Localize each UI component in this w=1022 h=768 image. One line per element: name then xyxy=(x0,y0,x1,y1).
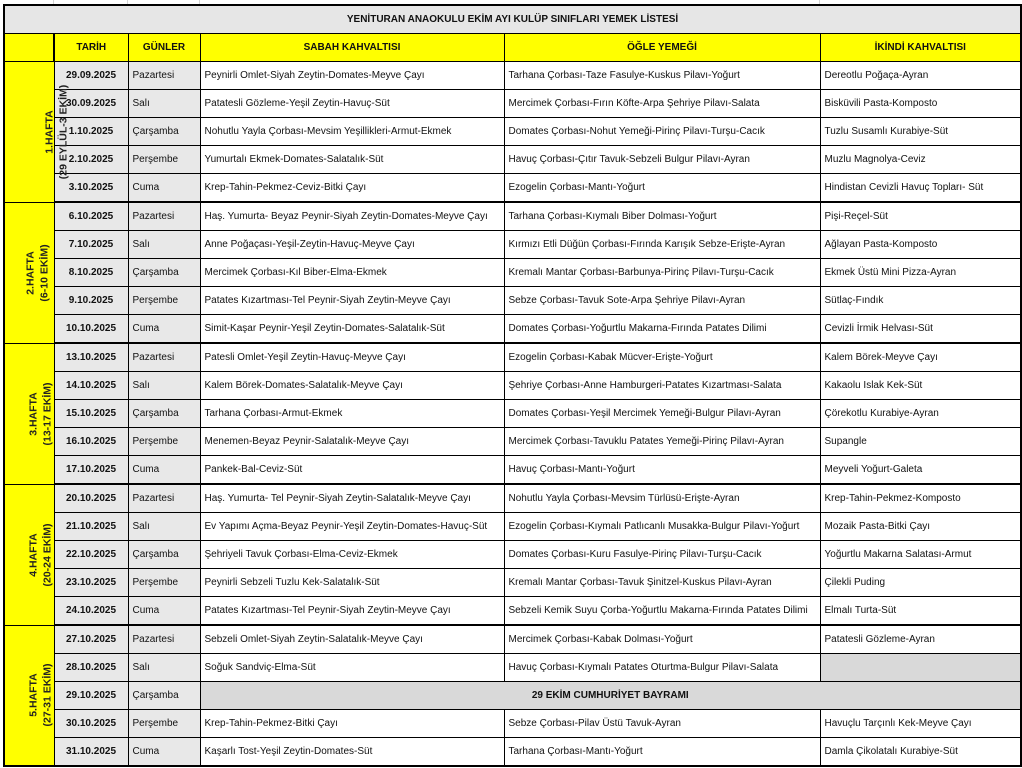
week-label xyxy=(24,244,52,301)
week-label-cell[interactable] xyxy=(4,62,70,203)
date-cell[interactable]: 3.10.2025 xyxy=(54,174,128,203)
lunch-cell[interactable]: Havuç Çorbası-Kıymalı Patates Oturtma-Bulgur Pilavı-Salata xyxy=(504,654,820,682)
breakfast-cell[interactable]: Patatesli Gözleme-Yeşil Zeytin-Havuç-Süt xyxy=(200,90,504,118)
breakfast-cell[interactable]: Peynirli Omlet-Siyah Zeytin-Domates-Meyve Çayı xyxy=(200,62,504,90)
afternoon-cell[interactable]: Ağlayan Pasta-Komposto xyxy=(820,231,1021,259)
breakfast-cell[interactable]: Patesli Omlet-Yeşil Zeytin-Havuç-Meyve Çayı xyxy=(200,343,504,372)
lunch-cell[interactable]: Nohutlu Yayla Çorbası-Mevsim Türlüsü-Erişte-Ayran xyxy=(504,484,820,513)
day-cell[interactable]: Perşembe xyxy=(128,146,200,174)
afternoon-cell[interactable]: Elmalı Turta-Süt xyxy=(820,597,1021,626)
breakfast-cell[interactable]: Pankek-Bal-Ceviz-Süt xyxy=(200,456,504,485)
menu-table xyxy=(3,4,1022,767)
lunch-cell[interactable]: Mercimek Çorbası-Fırın Köfte-Arpa Şehriye Pilavı-Salata xyxy=(504,90,820,118)
day-cell[interactable]: Salı xyxy=(128,90,200,118)
table-row xyxy=(4,428,1021,456)
lunch-cell[interactable]: Tarhana Çorbası-Mantı-Yoğurt xyxy=(504,738,820,767)
lunch-cell[interactable]: Ezogelin Çorbası-Kıymalı Patlıcanlı Musakka-Bulgur Pilavı-Yoğurt xyxy=(504,513,820,541)
table-row xyxy=(4,625,1021,654)
breakfast-cell[interactable]: Soğuk Sandviç-Elma-Süt xyxy=(200,654,504,682)
table-row xyxy=(4,738,1021,767)
header-lunch[interactable]: ÖĞLE YEMEĞİ xyxy=(504,34,820,62)
header-day[interactable]: GÜNLER xyxy=(128,34,200,62)
lunch-cell[interactable]: Mercimek Çorbası-Tavuklu Patates Yemeği-Pirinç Pilavı-Ayran xyxy=(504,428,820,456)
table-row xyxy=(4,90,1021,118)
table-title[interactable]: YENİTURAN ANAOKULU EKİM AYI KULÜP SINIFLARI YEMEK LİSTESİ xyxy=(4,5,1021,34)
date-cell[interactable]: 29.10.2025 xyxy=(54,682,128,710)
date-cell[interactable]: 9.10.2025 xyxy=(54,287,128,315)
breakfast-cell[interactable]: Patates Kızartması-Tel Peynir-Siyah Zeytin-Meyve Çayı xyxy=(200,287,504,315)
day-cell[interactable]: Çarşamba xyxy=(128,682,200,710)
header-afternoon[interactable]: İKİNDİ KAHVALTISI xyxy=(820,34,1021,62)
afternoon-cell[interactable]: Kalem Börek-Meyve Çayı xyxy=(820,343,1021,372)
lunch-cell[interactable]: Havuç Çorbası-Çıtır Tavuk-Sebzeli Bulgur Pilavı-Ayran xyxy=(504,146,820,174)
week-range: (6-10 EKİM) xyxy=(38,243,51,302)
afternoon-cell[interactable]: Meyveli Yoğurt-Galeta xyxy=(820,456,1021,485)
date-cell[interactable]: 15.10.2025 xyxy=(54,400,128,428)
week-label-cell[interactable] xyxy=(4,202,54,343)
week-label xyxy=(27,523,55,586)
breakfast-cell[interactable]: Kalem Börek-Domates-Salatalık-Meyve Çayı xyxy=(200,372,504,400)
date-cell[interactable]: 1.10.2025 xyxy=(54,118,128,146)
lunch-cell[interactable]: Kremalı Mantar Çorbası-Barbunya-Pirinç Pilavı-Turşu-Cacık xyxy=(504,259,820,287)
date-cell[interactable]: 14.10.2025 xyxy=(54,372,128,400)
breakfast-cell[interactable]: Tarhana Çorbası-Armut-Ekmek xyxy=(200,400,504,428)
week-range: (29 EYLÜL-3 EKİM) xyxy=(57,84,70,180)
table-row xyxy=(4,654,1021,682)
lunch-cell[interactable]: Domates Çorbası-Yoğurtlu Makarna-Fırında Patates Dilimi xyxy=(504,315,820,344)
afternoon-cell[interactable]: Damla Çikolatalı Kurabiye-Süt xyxy=(820,738,1021,767)
lunch-cell[interactable]: Tarhana Çorbası-Kıymalı Biber Dolması-Yoğurt xyxy=(504,202,820,231)
breakfast-cell[interactable]: Kaşarlı Tost-Yeşil Zeytin-Domates-Süt xyxy=(200,738,504,767)
breakfast-cell[interactable]: Haş. Yumurta- Tel Peynir-Siyah Zeytin-Salatalık-Meyve Çayı xyxy=(200,484,504,513)
afternoon-cell[interactable]: Kakaolu Islak Kek-Süt xyxy=(820,372,1021,400)
afternoon-cell[interactable]: Bisküvili Pasta-Komposto xyxy=(820,90,1021,118)
date-cell[interactable]: 28.10.2025 xyxy=(54,654,128,682)
day-cell[interactable]: Cuma xyxy=(128,597,200,626)
week-label-cell[interactable] xyxy=(4,484,54,625)
date-cell[interactable]: 27.10.2025 xyxy=(54,625,128,654)
date-cell[interactable]: 13.10.2025 xyxy=(54,343,128,372)
date-cell[interactable]: 23.10.2025 xyxy=(54,569,128,597)
breakfast-cell[interactable]: Nohutlu Yayla Çorbası-Mevsim Yeşillikleri-Armut-Ekmek xyxy=(200,118,504,146)
afternoon-cell[interactable]: Pişi-Reçel-Süt xyxy=(820,202,1021,231)
date-cell[interactable]: 21.10.2025 xyxy=(54,513,128,541)
afternoon-cell[interactable]: Sütlaç-Fındık xyxy=(820,287,1021,315)
afternoon-cell[interactable] xyxy=(820,654,1021,682)
breakfast-cell[interactable]: Mercimek Çorbası-Kıl Biber-Elma-Ekmek xyxy=(200,259,504,287)
afternoon-cell[interactable]: Tuzlu Susamlı Kurabiye-Süt xyxy=(820,118,1021,146)
breakfast-cell[interactable]: Ev Yapımı Açma-Beyaz Peynir-Yeşil Zeytin-Domates-Havuç-Süt xyxy=(200,513,504,541)
table-row xyxy=(4,372,1021,400)
week-number: 2.HAFTA xyxy=(24,250,37,295)
day-cell[interactable]: Salı xyxy=(128,231,200,259)
day-cell[interactable]: Salı xyxy=(128,513,200,541)
date-cell[interactable]: 20.10.2025 xyxy=(54,484,128,513)
date-cell[interactable]: 2.10.2025 xyxy=(54,146,128,174)
breakfast-cell[interactable]: Menemen-Beyaz Peynir-Salatalık-Meyve Çayı xyxy=(200,428,504,456)
table-row xyxy=(4,400,1021,428)
day-cell[interactable]: Cuma xyxy=(128,315,200,344)
lunch-cell[interactable]: Domates Çorbası-Nohut Yemeği-Pirinç Pilavı-Turşu-Cacık xyxy=(504,118,820,146)
afternoon-cell[interactable]: Hindistan Cevizli Havuç Topları- Süt xyxy=(820,174,1021,203)
lunch-cell[interactable]: Kırmızı Etli Düğün Çorbası-Fırında Karışık Sebze-Erişte-Ayran xyxy=(504,231,820,259)
date-cell[interactable]: 16.10.2025 xyxy=(54,428,128,456)
date-cell[interactable]: 30.09.2025 xyxy=(54,90,128,118)
table-row xyxy=(4,569,1021,597)
breakfast-cell[interactable]: Sebzeli Omlet-Siyah Zeytin-Salatalık-Meyve Çayı xyxy=(200,625,504,654)
day-cell[interactable]: Pazartesi xyxy=(128,625,200,654)
afternoon-cell[interactable]: Dereotlu Poğaça-Ayran xyxy=(820,62,1021,90)
afternoon-cell[interactable]: Cevizli İrmik Helvası-Süt xyxy=(820,315,1021,344)
date-cell[interactable]: 22.10.2025 xyxy=(54,541,128,569)
breakfast-cell[interactable]: Peynirli Sebzeli Tuzlu Kek-Salatalık-Süt xyxy=(200,569,504,597)
week-number: 5.HAFTA xyxy=(27,673,40,718)
afternoon-cell[interactable]: Ekmek Üstü Mini Pizza-Ayran xyxy=(820,259,1021,287)
afternoon-cell[interactable]: Mozaik Pasta-Bitki Çayı xyxy=(820,513,1021,541)
day-cell[interactable]: Pazartesi xyxy=(128,343,200,372)
table-row xyxy=(4,174,1021,203)
lunch-cell[interactable]: Ezogelin Çorbası-Mantı-Yoğurt xyxy=(504,174,820,203)
title-row xyxy=(4,5,1021,34)
afternoon-cell[interactable]: Muzlu Magnolya-Ceviz xyxy=(820,146,1021,174)
date-cell[interactable]: 31.10.2025 xyxy=(54,738,128,767)
date-cell[interactable]: 8.10.2025 xyxy=(54,259,128,287)
breakfast-cell[interactable]: Simit-Kaşar Peynir-Yeşil Zeytin-Domates-Salatalık-Süt xyxy=(200,315,504,344)
table-row xyxy=(4,682,1021,710)
day-cell[interactable]: Pazartesi xyxy=(128,202,200,231)
holiday-cell[interactable]: 29 EKİM CUMHURİYET BAYRAMI xyxy=(200,682,1021,710)
table-row xyxy=(4,231,1021,259)
breakfast-cell[interactable]: Krep-Tahin-Pekmez-Ceviz-Bitki Çayı xyxy=(200,174,504,203)
table-row xyxy=(4,146,1021,174)
lunch-cell[interactable]: Domates Çorbası-Yeşil Mercimek Yemeği-Bulgur Pilavı-Ayran xyxy=(504,400,820,428)
afternoon-cell[interactable]: Supangle xyxy=(820,428,1021,456)
lunch-cell[interactable]: Tarhana Çorbası-Taze Fasulye-Kuskus Pilavı-Yoğurt xyxy=(504,62,820,90)
table-row xyxy=(4,202,1021,231)
breakfast-cell[interactable]: Şehriyeli Tavuk Çorbası-Elma-Ceviz-Ekmek xyxy=(200,541,504,569)
breakfast-cell[interactable]: Patates Kızartması-Tel Peynir-Siyah Zeytin-Meyve Çayı xyxy=(200,597,504,626)
week-label-cell[interactable] xyxy=(4,625,54,766)
lunch-cell[interactable]: Sebze Çorbası-Tavuk Sote-Arpa Şehriye Pilavı-Ayran xyxy=(504,287,820,315)
header-date[interactable]: TARİH xyxy=(54,34,128,62)
day-cell[interactable]: Çarşamba xyxy=(128,400,200,428)
lunch-cell[interactable]: Mercimek Çorbası-Kabak Dolması-Yoğurt xyxy=(504,625,820,654)
lunch-cell[interactable]: Şehriye Çorbası-Anne Hamburgeri-Patates Kızartması-Salata xyxy=(504,372,820,400)
table-row xyxy=(4,343,1021,372)
lunch-cell[interactable]: Havuç Çorbası-Mantı-Yoğurt xyxy=(504,456,820,485)
breakfast-cell[interactable]: Yumurtalı Ekmek-Domates-Salatalık-Süt xyxy=(200,146,504,174)
afternoon-cell[interactable]: Krep-Tahin-Pekmez-Komposto xyxy=(820,484,1021,513)
day-cell[interactable]: Çarşamba xyxy=(128,259,200,287)
date-cell[interactable]: 7.10.2025 xyxy=(54,231,128,259)
day-cell[interactable]: Pazartesi xyxy=(128,484,200,513)
day-cell[interactable]: Perşembe xyxy=(128,428,200,456)
breakfast-cell[interactable]: Krep-Tahin-Pekmez-Bitki Çayı xyxy=(200,710,504,738)
day-cell[interactable]: Çarşamba xyxy=(128,118,200,146)
week-number: 4.HAFTA xyxy=(27,532,40,577)
day-cell[interactable]: Perşembe xyxy=(128,569,200,597)
week-range: (13-17 EKİM) xyxy=(41,381,54,446)
lunch-cell[interactable]: Sebze Çorbası-Pilav Üstü Tavuk-Ayran xyxy=(504,710,820,738)
day-cell[interactable]: Pazartesi xyxy=(128,62,200,90)
day-cell[interactable]: Cuma xyxy=(128,456,200,485)
afternoon-cell[interactable]: Yoğurtlu Makarna Salatası-Armut xyxy=(820,541,1021,569)
day-cell[interactable]: Çarşamba xyxy=(128,541,200,569)
lunch-cell[interactable]: Ezogelin Çorbası-Kabak Mücver-Erişte-Yoğurt xyxy=(504,343,820,372)
date-cell[interactable]: 6.10.2025 xyxy=(54,202,128,231)
week-label xyxy=(27,664,55,727)
day-cell[interactable]: Cuma xyxy=(128,174,200,203)
table-row xyxy=(4,456,1021,485)
day-cell[interactable]: Perşembe xyxy=(128,710,200,738)
week-label xyxy=(27,382,55,445)
week-number: 1.HAFTA xyxy=(43,109,56,154)
breakfast-cell[interactable]: Haş. Yumurta- Beyaz Peynir-Siyah Zeytin-Domates-Meyve Çayı xyxy=(200,202,504,231)
afternoon-cell[interactable]: Çörekotlu Kurabiye-Ayran xyxy=(820,400,1021,428)
lunch-cell[interactable]: Kremalı Mantar Çorbası-Tavuk Şinitzel-Kuskus Pilavı-Ayran xyxy=(504,569,820,597)
afternoon-cell[interactable]: Patatesli Gözleme-Ayran xyxy=(820,625,1021,654)
table-row xyxy=(4,513,1021,541)
date-cell[interactable]: 24.10.2025 xyxy=(54,597,128,626)
week-number: 3.HAFTA xyxy=(27,391,40,436)
table-row xyxy=(4,259,1021,287)
week-range: (27-31 EKİM) xyxy=(41,663,54,727)
table-row xyxy=(4,315,1021,344)
table-row xyxy=(4,541,1021,569)
header-row xyxy=(4,34,1021,62)
lunch-cell[interactable]: Sebzeli Kemik Suyu Çorba-Yoğurtlu Makarna-Fırında Patates Dilimi xyxy=(504,597,820,626)
date-cell[interactable]: 30.10.2025 xyxy=(54,710,128,738)
table-row xyxy=(4,118,1021,146)
day-cell[interactable]: Cuma xyxy=(128,738,200,767)
day-cell[interactable]: Salı xyxy=(128,654,200,682)
table-row xyxy=(4,484,1021,513)
date-cell[interactable]: 29.09.2025 xyxy=(54,62,128,90)
afternoon-cell[interactable]: Çilekli Puding xyxy=(820,569,1021,597)
table-row xyxy=(4,710,1021,738)
date-cell[interactable]: 17.10.2025 xyxy=(54,456,128,485)
table-row xyxy=(4,62,1021,90)
afternoon-cell[interactable]: Havuçlu Tarçınlı Kek-Meyve Çayı xyxy=(820,710,1021,738)
table-row xyxy=(4,287,1021,315)
header-breakfast[interactable]: SABAH KAHVALTISI xyxy=(200,34,504,62)
week-label-cell[interactable] xyxy=(4,343,54,484)
date-cell[interactable]: 10.10.2025 xyxy=(54,315,128,344)
header-week[interactable] xyxy=(4,34,54,62)
day-cell[interactable]: Perşembe xyxy=(128,287,200,315)
table-row xyxy=(4,597,1021,626)
week-label xyxy=(42,84,70,179)
breakfast-cell[interactable]: Anne Poğaçası-Yeşil-Zeytin-Havuç-Meyve Çayı xyxy=(200,231,504,259)
lunch-cell[interactable]: Domates Çorbası-Kuru Fasulye-Pirinç Pilavı-Turşu-Cacık xyxy=(504,541,820,569)
day-cell[interactable]: Salı xyxy=(128,372,200,400)
week-range: (20-24 EKİM) xyxy=(41,522,54,587)
